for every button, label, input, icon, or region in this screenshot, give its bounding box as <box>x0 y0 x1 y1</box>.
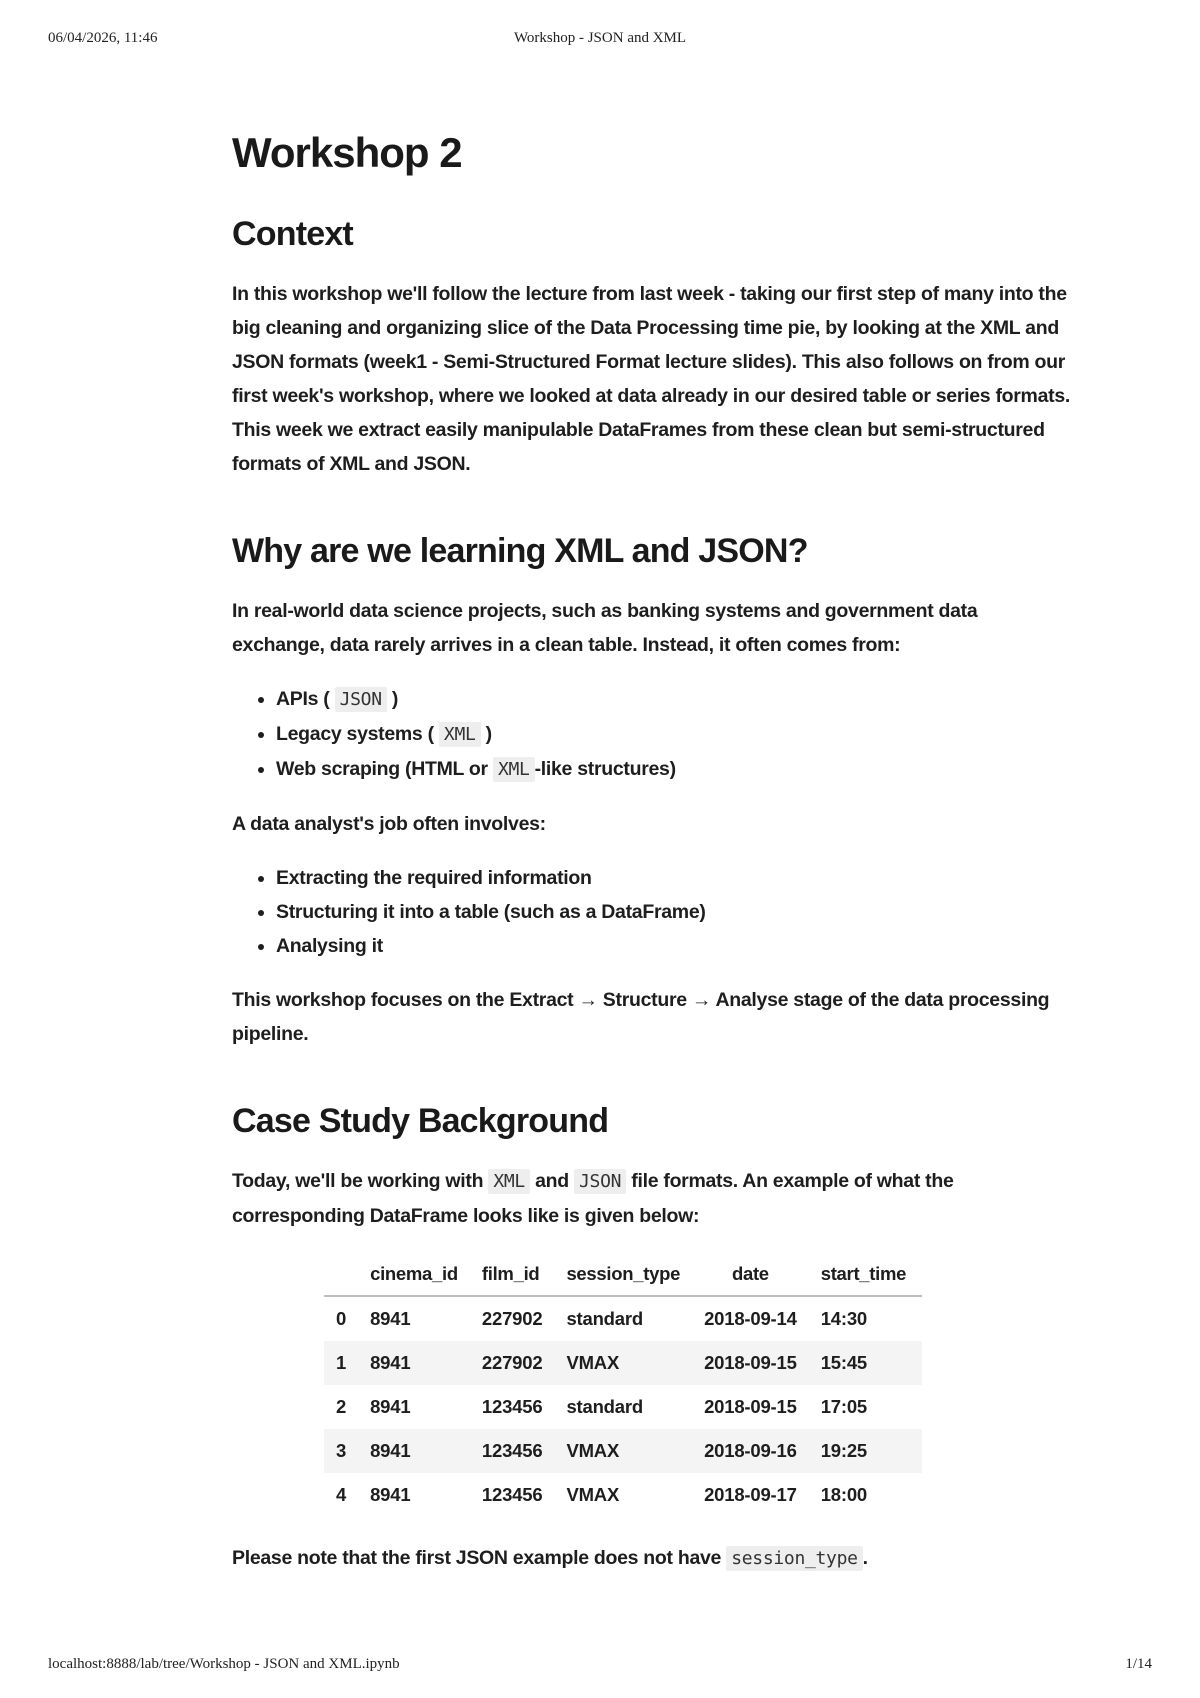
inline-code: XML <box>488 1169 530 1194</box>
page-title: Workshop 2 <box>232 129 462 176</box>
row-index: 2 <box>336 1395 347 1417</box>
print-url: localhost:8888/lab/tree/Workshop - JSON and XML.ipynb <box>48 1656 400 1672</box>
inline-code: JSON <box>574 1169 626 1194</box>
case-intro: Today, we'll be working with XML and JSON file formats. An example of what the corresponding DataFrame looks like is given below: <box>232 1169 954 1227</box>
table-cell: 2018-09-15 <box>704 1351 797 1373</box>
list-item: • Legacy systems ( XML ) <box>276 717 1072 752</box>
context-heading: Context <box>232 215 353 254</box>
table-cell: 2018-09-17 <box>704 1483 797 1505</box>
table-cell: 123456 <box>481 1483 543 1505</box>
row-index: 0 <box>336 1307 347 1329</box>
inline-code: XML <box>439 722 481 747</box>
table-row <box>324 1385 922 1429</box>
job-intro: A data analyst's job often involves: <box>232 812 546 835</box>
context-paragraph: In this workshop we'll follow the lecture from last week - taking our first step of many into the big cleaning and organizing slice of the Data Processing time pie, by looking at the XML and JSON formats (week1 - Semi-Structured Format lecture slides). This also follows on from our first week's workshop, where we looked at data already in our desired table or series formats. This week we extract easily manipulable DataFrames from these clean but semi-structured formats of XML and JSON. <box>232 283 1070 476</box>
source-list <box>232 682 1072 787</box>
table-cell: 2018-09-15 <box>704 1395 797 1417</box>
table-cell: 227902 <box>481 1351 543 1373</box>
list-item: • APIs ( JSON ) <box>276 682 1072 717</box>
row-index: 1 <box>336 1351 347 1373</box>
column-header: film_id <box>474 1253 559 1296</box>
table-cell: 18:00 <box>820 1483 868 1505</box>
note-paragraph: Please note that the first JSON example does not have session_type . <box>232 1546 868 1569</box>
notebook-content <box>232 128 1072 1596</box>
table-cell: 8941 <box>370 1307 411 1329</box>
row-index: 3 <box>336 1439 347 1461</box>
inline-code: session_type <box>726 1546 862 1571</box>
print-footer <box>48 1656 1152 1676</box>
table-cell: 19:25 <box>820 1439 868 1461</box>
table-cell: 8941 <box>370 1439 411 1461</box>
table-row <box>324 1429 922 1473</box>
table-cell: VMAX <box>566 1351 620 1373</box>
column-header <box>324 1253 362 1296</box>
why-intro: In real-world data science projects, such as banking systems and government data exchange, data rarely arrives in a clean table. Instead, it often comes from: <box>232 599 978 656</box>
dataframe-table <box>324 1253 922 1517</box>
dataframe-output <box>324 1253 1072 1517</box>
table-cell: VMAX <box>566 1439 620 1461</box>
column-header: date <box>696 1253 813 1296</box>
print-title: Workshop - JSON and XML <box>513 30 687 46</box>
table-row <box>324 1473 922 1517</box>
table-cell: 123456 <box>481 1395 543 1417</box>
table-cell: 17:05 <box>820 1395 868 1417</box>
table-cell: 15:45 <box>820 1351 868 1373</box>
print-datetime: 06/04/2026, 11:46 <box>48 30 158 46</box>
column-header: cinema_id <box>362 1253 474 1296</box>
table-cell: VMAX <box>566 1483 620 1505</box>
list-item: • Extracting the required information <box>276 861 1072 895</box>
page-number: 1/14 <box>1125 1656 1152 1672</box>
table-cell: 8941 <box>370 1351 411 1373</box>
table-cell: 8941 <box>370 1483 411 1505</box>
table-cell: standard <box>566 1307 643 1329</box>
table-header-row <box>324 1253 922 1296</box>
table-cell: 123456 <box>481 1439 543 1461</box>
print-header <box>48 30 1152 50</box>
why-heading: Why are we learning XML and JSON? <box>232 532 808 571</box>
inline-code: JSON <box>335 687 387 712</box>
list-item: • Web scraping (HTML or XML -like structures) <box>276 752 1072 787</box>
table-row <box>324 1341 922 1385</box>
table-cell: 8941 <box>370 1395 411 1417</box>
table-cell: 227902 <box>481 1307 543 1329</box>
table-cell: 14:30 <box>820 1307 868 1329</box>
list-item: • Analysing it <box>276 929 1072 963</box>
case-heading: Case Study Background <box>232 1101 609 1140</box>
column-header: session_type <box>558 1253 696 1296</box>
job-list <box>232 861 1072 963</box>
row-index: 4 <box>336 1483 347 1505</box>
table-cell: 2018-09-14 <box>704 1307 797 1329</box>
table-cell: 2018-09-16 <box>704 1439 797 1461</box>
table-cell: standard <box>566 1395 643 1417</box>
column-header: start_time <box>813 1253 922 1296</box>
list-item: • Structuring it into a table (such as a DataFrame) <box>276 895 1072 929</box>
inline-code: XML <box>493 757 535 782</box>
table-row <box>324 1296 922 1341</box>
focus-paragraph: This workshop focuses on the Extract → Structure → Analyse stage of the data processing pipeline. <box>232 988 1050 1045</box>
